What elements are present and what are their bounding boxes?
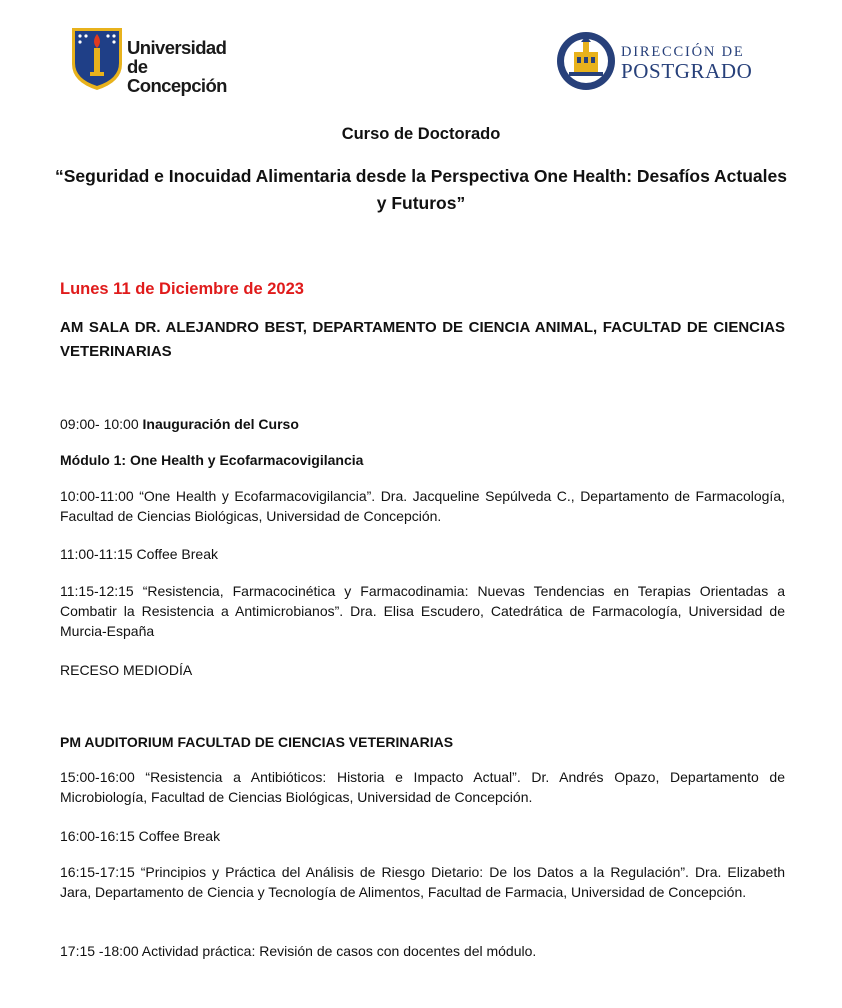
recess: RECESO MEDIODÍA (60, 662, 193, 678)
course-label: Curso de Doctorado (341, 125, 501, 143)
module-title: Módulo 1: One Health y Ecofarmacovigilancia (60, 452, 364, 468)
university-shield-icon (70, 26, 124, 92)
opening-line (60, 414, 785, 434)
am-venue: AM SALA DR. ALEJANDRO BEST, DEPARTAMENTO DE CIENCIA ANIMAL, FACULTAD DE CIENCIAS VETERINARIAS (60, 319, 785, 360)
university-logo (70, 26, 250, 96)
session-3: 15:00-16:00 “Resistencia a Antibióticos: Historia e Impacto Actual”. Dr. Andrés Opazo, Departamento de Microbiología, Facultad de Ciencias Biológicas, Universidad de Concepción. (60, 769, 785, 805)
postgrado-emblem-icon (555, 30, 617, 92)
coffee-break-2: 16:00-16:15 Coffee Break (60, 828, 221, 844)
practice-activity: 17:15 -18:00 Actividad práctica: Revisión de casos con docentes del módulo. (60, 943, 537, 959)
course-title: “Seguridad e Inocuidad Alimentaria desde la Perspectiva One Health: Desafíos Actuales y Futuros” (55, 166, 787, 213)
pm-venue: PM AUDITORIUM FACULTAD DE CIENCIAS VETERINARIAS (60, 734, 454, 750)
session-1: 10:00-11:00 “One Health y Ecofarmacovigilancia”. Dra. Jacqueline Sepúlveda C., Departamento de Farmacología, Facultad de Ciencias Biológicas, Universidad de Concepción. (60, 488, 785, 524)
session-4: 16:15-17:15 “Principios y Práctica del Análisis de Riesgo Dietario: De los Datos a la Regulación”. Dra. Elizabeth Jara, Departamento de Ciencia y Tecnología de Alimentos, Facultad de Farmacia, Universidad de Concepción. (60, 864, 785, 900)
postgrado-logo (555, 30, 775, 96)
postgrado-logo-text: DIRECCIÓN DE POSTGRADO (621, 44, 753, 83)
university-logo-text: Universidad de Concepción (127, 37, 227, 96)
coffee-break-1: 11:00-11:15 Coffee Break (60, 546, 218, 562)
session-2: 11:15-12:15 “Resistencia, Farmacocinética y Farmacodinamia: Nuevas Tendencias en Terapias Orientadas a Combatir la Resistencia a Antimicrobianos”. Dra. Elisa Escudero, Catedrática de Farmacología, Universidad de Murcia-España (60, 583, 785, 639)
opening-title: Inauguración del Curso (142, 416, 299, 432)
opening-time: 09:00- 10:00 (60, 416, 139, 432)
event-date: Lunes 11 de Diciembre de 2023 (60, 280, 304, 298)
